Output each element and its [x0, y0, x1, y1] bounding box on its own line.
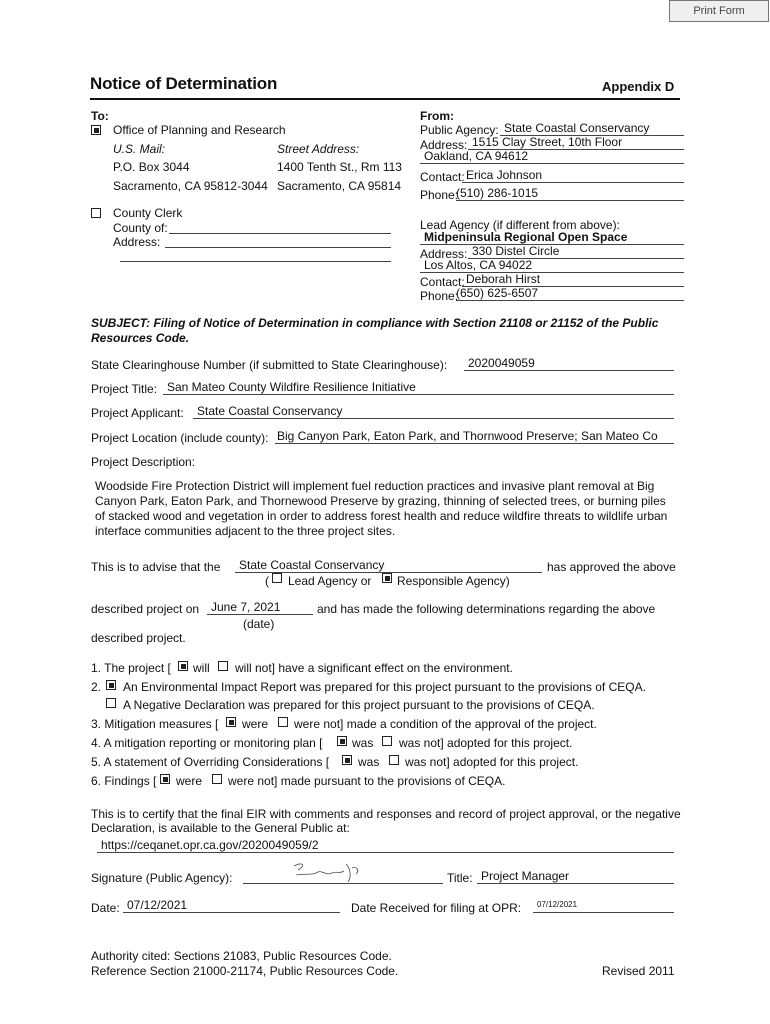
lead-agency-option: Lead Agency or	[288, 574, 372, 588]
mail-city: Sacramento, CA 95812-3044	[113, 179, 268, 193]
lead-contact-label: Contact:	[420, 275, 465, 289]
advise-agency-field[interactable]: State Coastal Conservancy	[235, 558, 542, 573]
project-title-field[interactable]: San Mateo County Wildfire Resilience Initiative	[163, 380, 674, 395]
d1-will-not-label: will not] have a significant effect on the environment.	[235, 661, 513, 675]
project-description-label: Project Description:	[91, 455, 196, 469]
described-end: described project.	[91, 631, 186, 645]
determination-4-prefix: 4. A mitigation reporting or monitoring plan [	[91, 736, 323, 750]
public-agency-field[interactable]: State Coastal Conservancy	[500, 121, 684, 136]
project-location-field[interactable]: Big Canyon Park, Eaton Park, and Thornwood Preserve; San Mateo Co	[275, 429, 674, 444]
d2-negdec-checkbox[interactable]	[106, 698, 116, 708]
handwritten-signature	[290, 858, 370, 886]
street-city: Sacramento, CA 95814	[277, 179, 402, 193]
lead-address-field-2[interactable]: Los Altos, CA 94022	[420, 258, 684, 273]
county-clerk-checkbox[interactable]	[91, 208, 101, 218]
received-label: Date Received for filing at OPR:	[351, 901, 522, 915]
d1-will-checkbox[interactable]	[178, 661, 188, 671]
date-caption: (date)	[243, 617, 275, 631]
contact-label: Contact:	[420, 170, 465, 184]
lead-agency-field[interactable]: Midpeninsula Regional Open Space	[420, 230, 684, 245]
phone-field[interactable]: (510) 286-1015	[456, 186, 684, 201]
approval-date-field[interactable]: June 7, 2021	[207, 600, 313, 615]
date-label: Date:	[91, 901, 120, 915]
opr-label: Office of Planning and Research	[113, 123, 286, 137]
mail-label: U.S. Mail:	[113, 142, 166, 156]
po-box: P.O. Box 3044	[113, 160, 190, 174]
from-address-field-1[interactable]: 1515 Clay Street, 10th Floor	[468, 135, 684, 150]
advise-prefix: This is to advise that the	[91, 560, 221, 574]
header-rule	[90, 98, 680, 100]
reference-section: Reference Section 21000-21174, Public Resources Code.	[91, 964, 399, 978]
determination-5-prefix: 5. A statement of Overriding Considerations [	[91, 755, 330, 769]
county-address-label: Address:	[113, 235, 161, 249]
lead-contact-field[interactable]: Deborah Hirst	[462, 272, 684, 287]
project-description-field[interactable]: Woodside Fire Protection District will implement fuel reduction practices and invasive plant removal at Big Canyon Park, Eaton Park, and Thornewood Preserve by grazing, thinning of selected trees, or burning piles of stacked wood and vegetation in order to address forest health and reduce wildfire threats to wildlife urban interface communities adjacent to the three project sites.	[95, 479, 668, 538]
d5-was-label: was	[358, 755, 380, 769]
form-title: Notice of Determination	[90, 74, 278, 93]
availability-url-field[interactable]: https://ceqanet.opr.ca.gov/2020049059/2	[97, 838, 674, 853]
d3-were-not-label: were not] made a condition of the approval of the project.	[294, 717, 597, 731]
determination-3-prefix: 3. Mitigation measures [	[91, 717, 219, 731]
d4-was-not-checkbox[interactable]	[382, 736, 392, 746]
from-label: From:	[420, 109, 454, 123]
county-address-field[interactable]	[165, 247, 391, 248]
d3-were-not-checkbox[interactable]	[278, 717, 288, 727]
project-applicant-label: Project Applicant:	[91, 406, 184, 420]
d5-was-not-checkbox[interactable]	[389, 755, 399, 765]
to-label: To:	[91, 109, 109, 123]
described-suffix: and has made the following determinations regarding the above	[317, 602, 656, 616]
advise-suffix: has approved the above	[547, 560, 676, 574]
lead-agency-label: Lead Agency (if different from above):	[420, 218, 620, 232]
d5-was-not-label: was not] adopted for this project.	[405, 755, 579, 769]
authority-cited: Authority cited: Sections 21083, Public Resources Code.	[91, 949, 392, 963]
project-title-label: Project Title:	[91, 382, 158, 396]
contact-field[interactable]: Erica Johnson	[462, 168, 684, 183]
county-of-label: County of:	[113, 221, 168, 235]
d6-were-label: were	[176, 774, 203, 788]
phone-label: Phone:	[420, 188, 459, 202]
title-field[interactable]: Project Manager	[477, 869, 674, 884]
signature-label: Signature (Public Agency):	[91, 871, 233, 885]
d5-was-checkbox[interactable]	[342, 755, 352, 765]
responsible-agency-option: Responsible Agency)	[397, 574, 510, 588]
d4-was-not-label: was not] adopted for this project.	[399, 736, 573, 750]
county-address-field-2[interactable]	[120, 261, 391, 262]
d3-were-label: were	[242, 717, 269, 731]
sch-number-field[interactable]: 2020049059	[464, 356, 674, 371]
title-label: Title:	[447, 871, 473, 885]
street-label: Street Address:	[277, 142, 360, 156]
project-applicant-field[interactable]: State Coastal Conservancy	[193, 404, 674, 419]
lead-phone-label: Phone:	[420, 289, 459, 303]
date-field[interactable]: 07/12/2021	[123, 898, 340, 913]
subject-text: SUBJECT: Filing of Notice of Determination in compliance with Section 21108 or 21152 of the Public Resources Code.	[91, 316, 659, 345]
revised-label: Revised 2011	[602, 964, 675, 978]
determination-1-prefix: 1. The project [	[91, 661, 171, 675]
determination-2-prefix: 2.	[91, 680, 102, 694]
open-paren: (	[265, 574, 269, 588]
d1-will-label: will	[193, 661, 210, 675]
d6-were-not-checkbox[interactable]	[212, 774, 222, 784]
d6-were-checkbox[interactable]	[160, 774, 170, 784]
lead-phone-field[interactable]: (650) 625-6507	[456, 286, 684, 301]
d1-will-not-checkbox[interactable]	[218, 661, 228, 671]
county-clerk-label: County Clerk	[113, 206, 183, 220]
project-location-label: Project Location (include county):	[91, 431, 269, 445]
d2-eir-label: An Environmental Impact Report was prepared for this project pursuant to the provisions of CEQA.	[123, 680, 646, 694]
d2-negdec-label: A Negative Declaration was prepared for this project pursuant to the provisions of CEQA.	[123, 698, 595, 712]
county-of-field[interactable]	[169, 233, 391, 234]
public-agency-label: Public Agency:	[420, 123, 499, 137]
d4-was-checkbox[interactable]	[337, 736, 347, 746]
responsible-agency-checkbox[interactable]	[382, 573, 392, 583]
certify-text: This is to certify that the final EIR with comments and responses and record of project approval, or the negative Declaration, is available to the General Public at:	[91, 807, 681, 835]
print-form-button[interactable]: Print Form	[669, 0, 769, 22]
sch-label: State Clearinghouse Number (if submitted to State Clearinghouse):	[91, 358, 448, 372]
d2-eir-checkbox[interactable]	[106, 680, 116, 690]
d3-were-checkbox[interactable]	[226, 717, 236, 727]
appendix-label: Appendix D	[602, 79, 675, 94]
lead-agency-checkbox[interactable]	[272, 573, 282, 583]
opr-checkbox[interactable]	[91, 125, 101, 135]
lead-address-field-1[interactable]: 330 Distel Circle	[468, 244, 684, 259]
received-date-field[interactable]: 07/12/2021	[533, 898, 674, 913]
determination-6-prefix: 6. Findings [	[91, 774, 157, 788]
from-address-label: Address:	[420, 138, 468, 152]
d6-were-not-label: were not] made pursuant to the provisions of CEQA.	[228, 774, 506, 788]
described-prefix: described project on	[91, 602, 200, 616]
from-address-field-2[interactable]: Oakland, CA 94612	[420, 149, 684, 164]
lead-address-label: Address:	[420, 247, 468, 261]
d4-was-label: was	[352, 736, 374, 750]
street-address: 1400 Tenth St., Rm 113	[277, 160, 402, 174]
